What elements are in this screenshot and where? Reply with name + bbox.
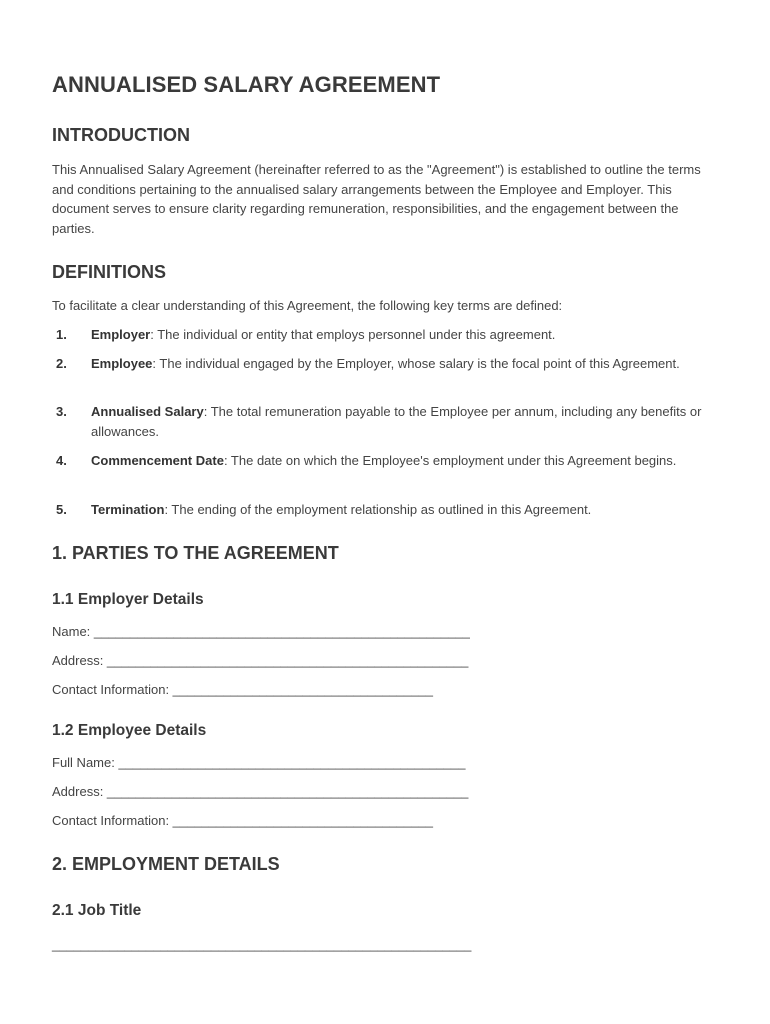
employee-contact-field[interactable]: Contact Information: ____________________________________ [52,813,433,828]
employer-address-field[interactable]: Address: __________________________________________________ [52,653,469,668]
definition-text: : The ending of the employment relationship as outlined in this Agreement. [164,502,592,517]
employee-address-field[interactable]: Address: __________________________________________________ [52,784,469,799]
parties-heading: 1. PARTIES TO THE AGREEMENT [52,543,339,563]
definition-number: 3. [56,404,67,419]
definition-text: : The total remuneration payable to the Employee per annum, including any benefits or allowances. [91,404,702,439]
introduction-heading: INTRODUCTION [52,125,190,145]
employer-details-heading: 1.1 Employer Details [52,591,204,608]
definition-term: Employee [91,356,153,371]
definition-number: 1. [56,327,67,342]
definition-term: Commencement Date [91,453,224,468]
definitions-heading: DEFINITIONS [52,262,167,282]
employer-name-field[interactable]: Name: ____________________________________________________ [52,624,470,639]
definition-text: : The individual engaged by the Employer, whose salary is the focal point of this Agreement. [152,356,680,371]
introduction-text: This Annualised Salary Agreement (hereinafter referred to as the "Agreement") is established to outline the terms and conditions pertaining to the annualised salary arrangements between the Employee and Employer. This document serves to ensure clarity regarding remuneration, responsibilities, and the engagement between the parties. [52,162,701,236]
definition-term: Annualised Salary [91,404,204,419]
employee-full-name-field[interactable]: Full Name: ________________________________________________ [52,755,466,770]
employer-contact-field[interactable]: Contact Information: ____________________________________ [52,682,433,697]
employee-details-heading: 1.2 Employee Details [52,722,207,739]
definition-number: 2. [56,356,67,371]
definition-body [91,500,719,520]
job-title-heading: 2.1 Job Title [52,902,142,919]
definition-term: Termination [91,502,165,517]
definition-text: : The individual or entity that employs personnel under this agreement. [150,327,556,342]
job-title-field[interactable]: __________________________________________________________ [52,937,472,952]
document-title: ANNUALISED SALARY AGREEMENT [52,72,441,97]
definition-text: : The date on which the Employee's employment under this Agreement begins. [223,453,677,468]
definition-body [91,451,719,471]
definition-body [91,354,719,374]
definitions-intro: To facilitate a clear understanding of this Agreement, the following key terms are defined: [52,298,563,313]
definition-body [91,325,719,345]
definition-number: 5. [56,502,67,517]
definition-number: 4. [56,453,67,468]
definition-term: Employer [91,327,151,342]
definition-body [91,402,719,441]
employment-details-heading: 2. EMPLOYMENT DETAILS [52,854,280,874]
